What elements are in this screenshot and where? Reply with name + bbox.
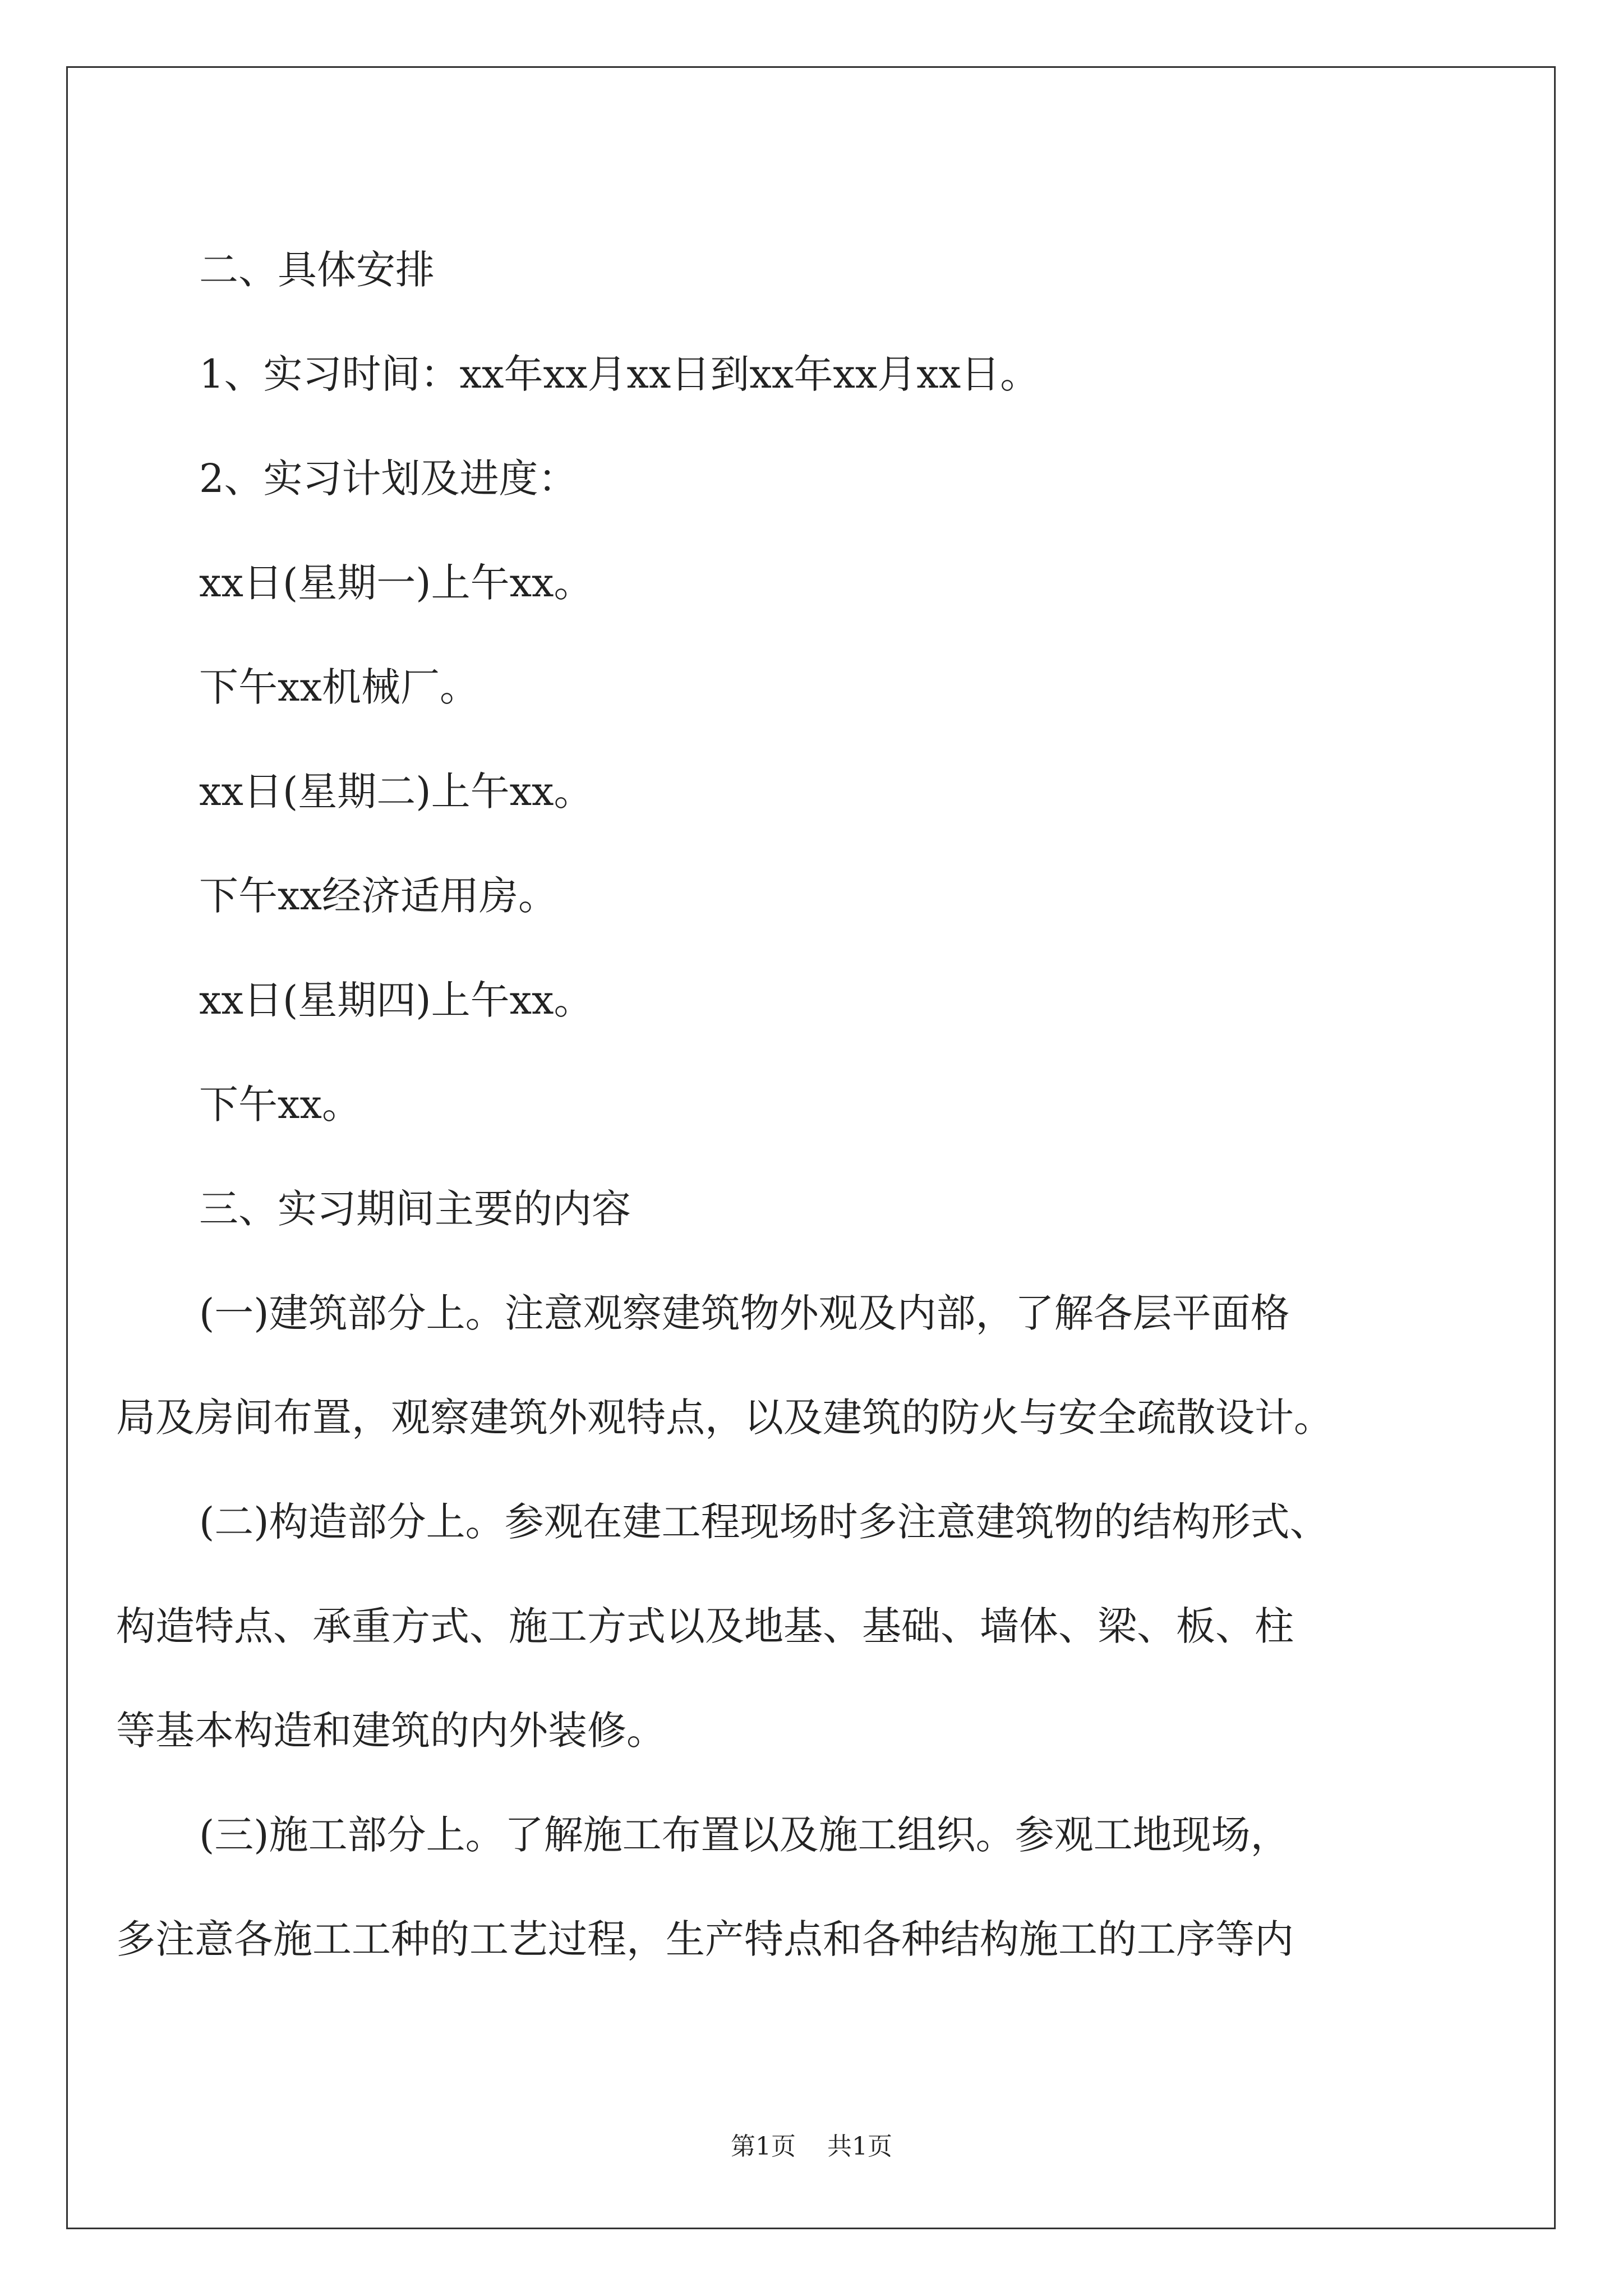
section-construction	[116, 1470, 1461, 1783]
schedule-monday-morning: xx日(星期一)上午xx。	[199, 560, 593, 606]
schedule-monday-afternoon: 下午xx机械厂。	[199, 664, 479, 710]
internship-plan-heading: 2、实习计划及进度：	[199, 455, 578, 501]
section-construction-line-1: (二)构造部分上。参观在建工程现场时多注意建筑物的结构形式、	[199, 1499, 1329, 1545]
heading-main-content: 三、实习期间主要的内容	[199, 1186, 631, 1232]
section-construction-line-3: 等基本构造和建筑的内外装修。	[116, 1708, 666, 1754]
section-process-line-2: 多注意各施工工种的工艺过程，生产特点和各种结构施工的工序等内	[116, 1916, 1294, 1962]
schedule-tuesday-afternoon: 下午xx经济适用房。	[199, 873, 557, 919]
section-architecture-line-2: 局及房间布置，观察建筑外观特点，以及建筑的防火与安全疏散设计。	[116, 1395, 1333, 1441]
section-construction-line-2: 构造特点、承重方式、施工方式以及地基、基础、墙体、梁、板、柱	[116, 1603, 1294, 1649]
section-process-line-1: (三)施工部分上。了解施工布置以及施工组织。参观工地现场，	[199, 1812, 1290, 1858]
section-architecture-line-1: (一)建筑部分上。注意观察建筑物外观及内部，了解各层平面格	[199, 1290, 1290, 1336]
schedule-thursday-morning: xx日(星期四)上午xx。	[199, 977, 593, 1023]
internship-time: 1、实习时间：xx年xx月xx日到xx年xx月xx日。	[199, 351, 1040, 397]
document-body	[116, 218, 1461, 1991]
page-footer: 第1页 共1页	[731, 2132, 892, 2161]
heading-specific-arrangement: 二、具体安排	[199, 247, 435, 293]
schedule-tuesday-morning: xx日(星期二)上午xx。	[199, 769, 593, 815]
section-architecture	[116, 1261, 1461, 1470]
schedule-thursday-afternoon: 下午xx。	[199, 1082, 361, 1128]
section-construction-process	[116, 1783, 1461, 1991]
